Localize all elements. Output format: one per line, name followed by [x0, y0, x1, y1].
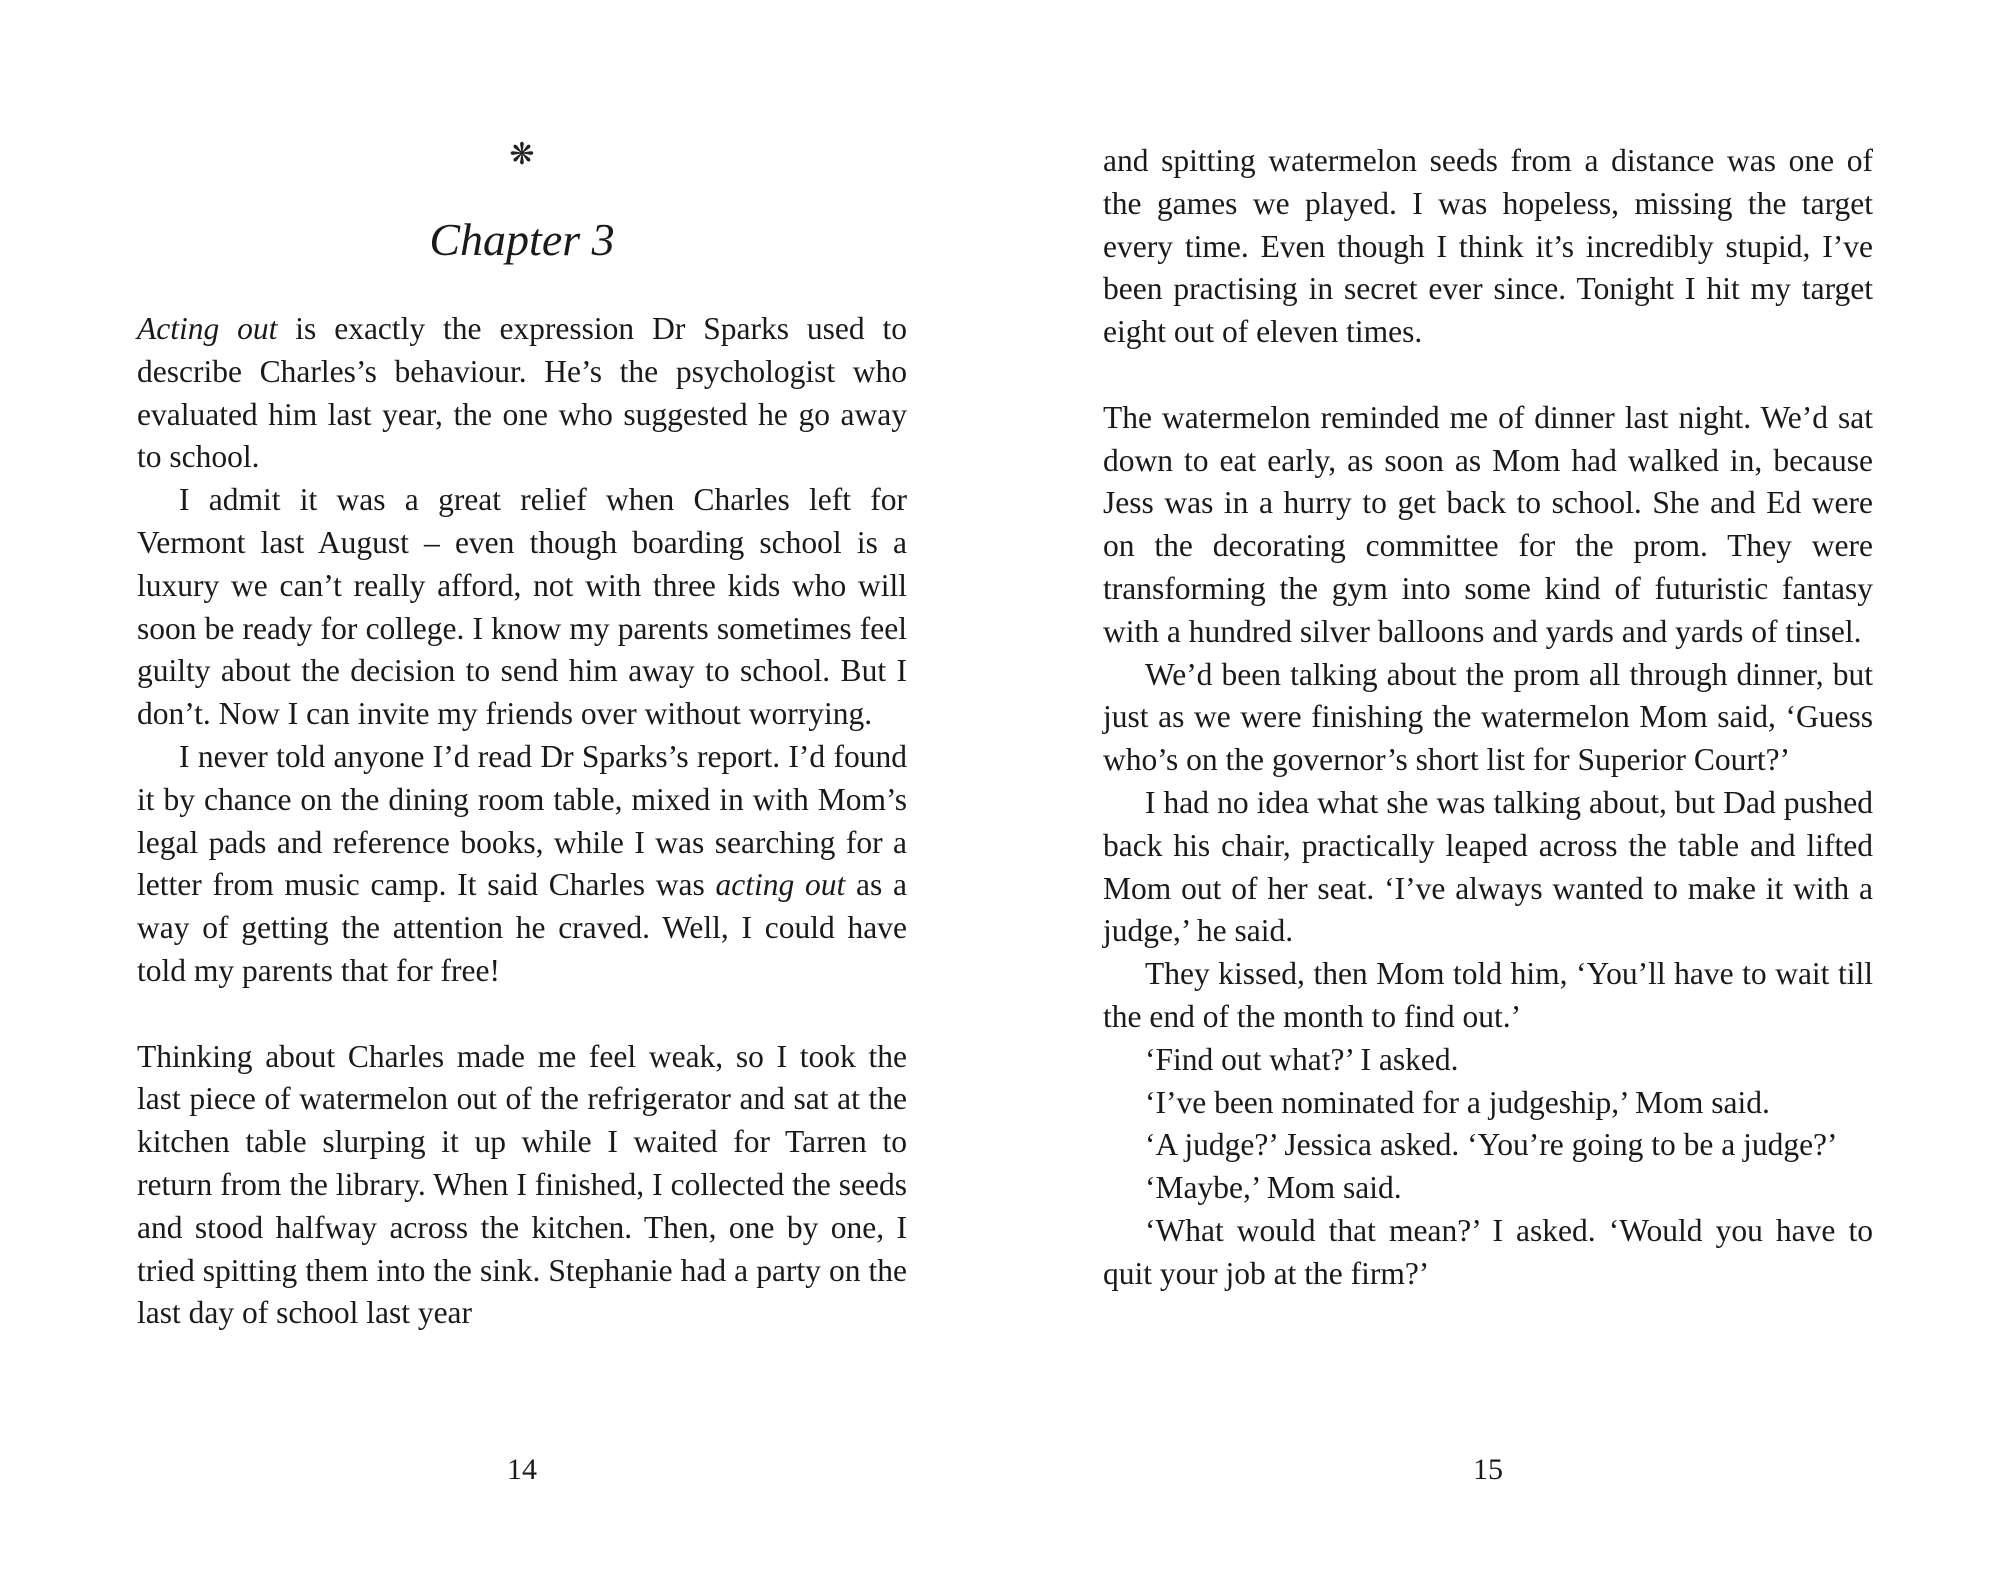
paragraph: Thinking about Charles made me feel weak, so I took the last piece of watermelon out of the refrigerator and sat at the kitchen table slurping it up while I waited for Tarren to return from the library. When I finished, I collected the seeds and stood halfway across the kitchen. Then, one by one, I tried spitting them into the sink. Stephanie had a party on the last day of school last year — [137, 1038, 907, 1331]
paragraph: They kissed, then Mom told him, ‘You’ll have to wait till the end of the month to find out.’ — [1103, 956, 1873, 1034]
snowflake-ornament-icon: ❋ — [509, 137, 535, 172]
paragraph: ‘Maybe,’ Mom said. — [1145, 1170, 1402, 1206]
paragraph-text: I never told anyone I’d read Dr Sparks’s report. I’d found it by chance on the dining room table, mixed in with Mom’s legal pads and reference books, while I was searching for a letter from music camp. It said Charles was — [137, 738, 907, 903]
page-number: 14 — [507, 1453, 537, 1486]
paragraph: and spitting watermelon seeds from a distance was one of the games we played. I was hopeless, missing the target every time. Even though I think it’s incredibly stupid, I’ve been practising in secret ever since. Tonight I hit my target eight out of eleven times. — [1103, 143, 1873, 350]
page-number: 15 — [1473, 1453, 1503, 1486]
paragraph: ‘I’ve been nominated for a judgeship,’ Mom said. — [1145, 1084, 1770, 1120]
paragraph: We’d been talking about the prom all through dinner, but just as we were finishing the watermelon Mom said, ‘Guess who’s on the governor’s short list for Superior Court?’ — [1103, 656, 1873, 778]
paragraph — [137, 736, 907, 993]
emphasis-text: acting out — [715, 867, 846, 903]
paragraph-text: as a way of getting the attention he craved. Well, I could have told my parents that for free! — [137, 867, 907, 988]
paragraph: The watermelon reminded me of dinner last night. We’d sat down to eat early, as soon as Mom had walked in, because Jess was in a hurry to get back to school. She and Ed were on the decorating committee for the prom. They were transforming the gym into some kind of futuristic fantasy with a hundred silver balloons and yards and yards of tinsel. — [1103, 399, 1873, 649]
chapter-title: Chapter 3 — [429, 214, 615, 265]
right-page-body — [1103, 140, 1873, 1296]
emphasis-text: Acting out — [137, 311, 278, 346]
paragraph-text: is exactly the expression Dr Sparks used to describe Charles’s behaviour. He’s the psychologist who evaluated him last year, the one who suggested he go away to school. — [137, 311, 908, 475]
right-page — [1103, 0, 1873, 1585]
left-page-body — [137, 308, 907, 1335]
paragraph: I admit it was a great relief when Charles left for Vermont last August – even though boarding school is a luxury we can’t really afford, not with three kids who will soon be ready for college. I know my parents sometimes feel guilty about the decision to send him away to school. But I don’t. Now I can invite my friends over without worrying. — [137, 482, 907, 732]
paragraph: ‘Find out what?’ I asked. — [1145, 1041, 1459, 1077]
left-page — [137, 0, 907, 1585]
paragraph: ‘A judge?’ Jessica asked. ‘You’re going to be a judge?’ — [1145, 1127, 1838, 1163]
paragraph — [137, 308, 907, 479]
paragraph: I had no idea what she was talking about, but Dad pushed back his chair, practically leaped across the table and lifted Mom out of her seat. ‘I’ve always wanted to make it with a judge,’ he said. — [1103, 784, 1873, 949]
paragraph: ‘What would that mean?’ I asked. ‘Would you have to quit your job at the firm?’ — [1103, 1212, 1873, 1291]
